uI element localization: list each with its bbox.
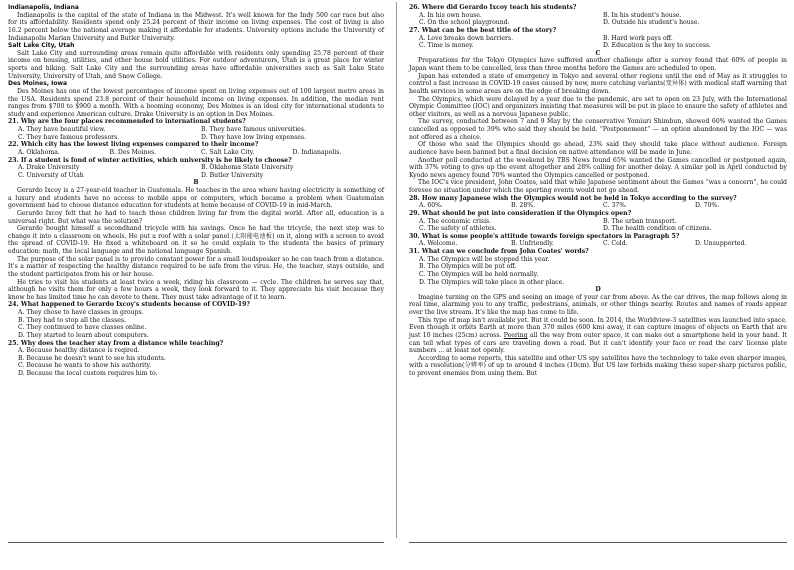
option: A. They chose to have classes in groups. (18, 309, 144, 316)
paragraph-d2-part2: all the way from outer space, it can make out a smartphone held in your hand. It can tell what types of cars are traveling down a road. But it can't identify your face or read the cars' license plate numbers ... at least not openly. (409, 331, 787, 355)
option: C. 37%. (603, 202, 627, 210)
question-28-options (409, 202, 787, 210)
paragraph-d1: Imagine turning on the GPS and seeing an image of your car from above. As the car drives, the map follows along in real time, alarming you to any traffic, pedestrians, animals, or other things nearby. Routes and names of roads appear over the live stream. It's like the map has come to life. (409, 293, 787, 316)
paragraph-d3: According to some reports, this satellite and other US spy satellites have the technology to take even sharper images, with a resolution(分辨率) of up to around 4 inches (10cm). But US law forbids making these super-sharp pictures public, to prevent enemies from using them. But (409, 354, 787, 377)
option: A. They have beautiful view. (18, 126, 106, 133)
paragraph-c2: Japan has extended a state of emergency in Tokyo and several other regions until the end of May as it struggles to control a fast increase in COVID-19 cases caused by new, more catching variants(变异体) with medical staff warning that health services in some areas are on the edge of breaking down. (409, 72, 787, 95)
option: D. Outside his student's house. (603, 19, 700, 27)
option: A. Oklahoma. (18, 148, 60, 156)
option: B. Because he doesn't want to see his students. (18, 354, 166, 362)
option: C. The Olympics will be held normally. (419, 270, 539, 278)
section-letter-c: C (595, 49, 601, 57)
right-column (409, 4, 787, 378)
option: D. The health condition of citizens. (603, 225, 712, 233)
question-21-options (8, 126, 384, 141)
question-31-options (409, 256, 787, 287)
question-29-options (409, 218, 787, 233)
option: B. They had to stop all the classes. (18, 316, 126, 324)
question-23: 23. If a student is fond of winter activities, which university is he likely to choose? (8, 156, 292, 164)
option: C. The safety of athletes. (419, 225, 497, 233)
question-30-options (409, 240, 787, 248)
question-28: 28. How many Japanese wish the Olympics would not be held in Tokyo according to the survey? (409, 194, 737, 202)
paragraph-c4: The survey, conducted between 7 and 9 May by the conservative Yomiuri Shimbun, showed 60% wanted the Games cancelled as opposed to 39% who said they should be held. “Postponement” — an option abandoned by the IOC — was not offered as a choice. (409, 118, 787, 141)
option: A. In his own house. (419, 11, 482, 19)
question-25-options (8, 347, 384, 378)
paragraph-c5: Of those who said the Olympics should go ahead, 23% said they should take place without audience. Foreign audience have been banned but a final decision on native attendance will be made in June. (409, 141, 787, 156)
paragraph-indianapolis: Indianapolis is the capital of the state of Indiana in the Midwest. It's well known for the Indy 500 car race but also for its affordability. Residents spend only 25.24 percent of their income on living expenses. The cost of living is also 16.2 percent below the national average making it affordable for students. University options include the University of Indianapolis Marian University and Butler University. (8, 11, 384, 42)
option: D. Indianapolis. (292, 148, 342, 156)
question-22-options (8, 149, 384, 157)
option: B. Oklahoma State University (201, 164, 294, 172)
option: C. Cold. (603, 240, 628, 248)
paragraph-b2: Gerardo Ixcoy felt that he had to teach those children living far from the digital world. After all, education is a universal right. But what was the solution? (8, 209, 384, 225)
question-22: 22. Which city has the lowest living expenses compared to their income? (8, 141, 259, 149)
question-27-options (409, 35, 787, 50)
question-25: 25. Why does the teacher stay from a distance while teaching? (8, 339, 224, 347)
section-title-des-moines: Des Moines, Iowa (8, 80, 68, 88)
option: D. They started to learn about computers. (18, 331, 149, 339)
question-21: 21. Why are the four places recommended to international students? (8, 118, 246, 126)
option: B. 28%. (511, 202, 536, 210)
question-26-options (409, 12, 787, 27)
option: B. They have famous universities. (201, 126, 306, 133)
option: B. Hard work pays off. (603, 34, 673, 42)
question-26: 26. Where did Gerardo Ixcoy teach his students? (409, 4, 577, 11)
paragraph-b5: He tries to visit his students at least twice a week, riding his classroom — cycle. The children he serves say that, although he visits them for only a few hours a week, they look forward to it. They appreciate his visit because they know he has limited time he can devote to them. They must take advantage of it to learn. (8, 278, 384, 301)
section-title-salt-lake-city: Salt Lake City, Utah (8, 42, 75, 50)
option: B. Unfriendly. (511, 240, 554, 248)
option: C. University of Utah (18, 171, 84, 179)
paragraph-c1: Preparations for the Tokyo Olympics have suffered another challenge after a survey found that 60% of people in Japan want them to be cancelled, less than three months before the Games are scheduled to open. (409, 57, 787, 72)
option: A. Drake University (18, 164, 80, 172)
underlined-word-peering: Peering (503, 331, 528, 339)
option: C. They continued to have classes online. (18, 324, 147, 332)
paragraph-b3: Gerardo bought himself a secondhand tricycle with his savings. Once he had the tricycle, the next step was to change it into a classroom on wheels. He put a roof with a solar panel (太阳能电池板) on it, along with a screen to avoid the spread of COVID-19. He fixed a whiteboard on it so he could explain to the students the basics of primary education: math, the local language and the national language Spanish. (8, 225, 384, 255)
question-24: 24. What happened to Gerardo Ixcoy's students because of COVID-19? (8, 301, 250, 309)
question-24-options (8, 309, 384, 340)
option: D. 70%. (695, 202, 720, 210)
paragraph-des-moines: Des Moines has one of the lowest percentages of income spent on living expenses out of 100 largest metro areas in the USA. Residents spend 23.8 percent of their household income on living expenses. In addition, the median rent ranges from $700 to $900 a month. With a booming economy, Des Moines is an ideal city for international students to study and experience American culture. Drake University is an option in Des Moines. (8, 87, 384, 118)
option: D. The Olympics will take place in other place. (419, 278, 565, 286)
option: C. Salt Lake City. (201, 148, 255, 156)
option: C. On the school playground. (419, 19, 510, 27)
option: C. They have famous professors. (18, 133, 120, 141)
paragraph-c3: The Olympics, which were delayed by a year due to the pandemic, are set to open on 23 July, with the International Olympic Committee (IOC) and organizers insisting that measures will be put in place to ensure the safety of athletes and other visitors, as well as a nervous Japanese public. (409, 95, 787, 118)
option: A. The Olympics will be stopped this year. (419, 255, 550, 263)
option: C. Because he wants to show his authority. (18, 362, 152, 370)
question-31: 31. What can we conclude from John Coates' words? (409, 248, 589, 255)
footer-rule-right (409, 542, 787, 543)
option: A. 60%. (419, 202, 443, 210)
option: D. Butler University (201, 171, 264, 179)
section-title-indianapolis: Indianapolis, Indiana (8, 4, 79, 11)
option: A. Love breaks down barriers. (419, 34, 514, 42)
option: D. Because the local custom requires him to. (18, 370, 158, 377)
section-letter-b: B (193, 179, 199, 187)
option: B. The Olympics will be put off. (419, 263, 517, 271)
option: B. In his student's house. (603, 11, 682, 19)
paragraph-c6: Another poll conducted at the weekend by TBS News found 65% wanted the Games cancelled or postponed again, with 37% voting to give up the event altogether and 28% calling for another delay. A similar poll in April conducted by Kyodo news agency found 70% wanted the Olympics cancelled or postponed. (409, 156, 787, 179)
section-letter-d: D (595, 286, 601, 294)
option: C. Time is money. (419, 42, 474, 50)
paragraph-c7: The IOC's vice president, John Coates, said that while Japanese sentiment about the Games “was a concern”, he could foresee no situation under which the sporting events would not go ahead. (409, 179, 787, 194)
question-27: 27. What can be the best title of the story? (409, 26, 557, 34)
paragraph-b1: Gerardo Ixcoy is a 27-year-old teacher in Guatemala. He teaches in the area where having electricity is something of a luxury and students have no access to mobile apps or computers, which became a problem when Guatemalan government had to choose distance education for students at home because of COVID-19 in mid-March. (8, 187, 384, 210)
left-column (8, 4, 384, 378)
option: B. Des Moines. (109, 148, 157, 156)
option: D. Unsupported. (695, 240, 747, 248)
question-30: 30. What is some people's attitude towards foreign spectators in Paragraph 5? (409, 232, 680, 240)
paragraph-b4: The purpose of the solar panel is to provide constant power for a small loudspeaker so he can teach from a distance. It's a matter of respecting the healthy distance required to be safe from the virus. He, the teacher, stays outside, and the student participates from his or her house. (8, 255, 384, 278)
paragraph-d2 (409, 317, 787, 355)
option: D. They have low living expenses. (201, 133, 306, 141)
paragraph-salt-lake-city: Salt Lake City and surrounding areas remain quite affordable with residents only spending 25.78 percent of their income on housing, utilities, and other house hold utilities. For outdoor adventurers, Utah is a great place for winter sports and hiking. Salt Lake City and the surrounding areas have affordable universities such as Salt Lake State University, University of Utah, and Snow College. (8, 49, 384, 80)
question-29: 29. What should be put into consideration if the Olympics open? (409, 209, 632, 217)
footer-rule-left (8, 542, 384, 543)
paragraph-d2-part1: This type of map isn't available yet. But it could be soon. In 2014, the Worldview-3 satellites was launched into space. Even though it orbits Earth at more than 370 miles (600 km) away, it can capture images of objects on Earth that are just 10 inches (25cm) across. (409, 316, 787, 339)
question-23-options (8, 164, 384, 179)
option: B. The urban transport. (603, 217, 677, 225)
option: A. Welcome. (419, 240, 458, 248)
option: A. Because healthy distance is reqired. (18, 347, 140, 355)
column-divider (396, 2, 397, 538)
option: D. Education is the key to success. (603, 42, 711, 50)
option: A. The economic crisis. (419, 217, 492, 225)
